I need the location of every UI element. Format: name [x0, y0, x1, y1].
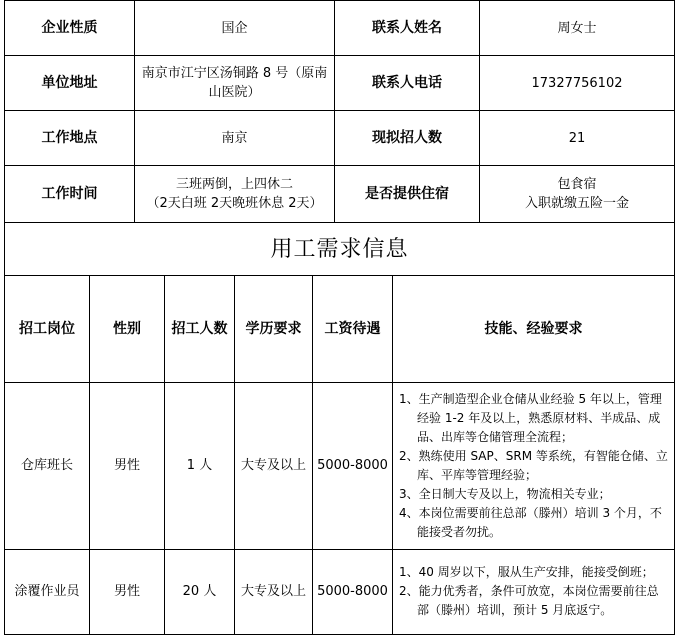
info-row-nature	[5, 1, 675, 56]
lodging-line-2: 入职就缴五险一金	[524, 196, 629, 211]
work-location-label: 工作地点	[5, 111, 135, 166]
lodging-label: 是否提供住宿	[335, 166, 480, 223]
education-cell: 大专及以上	[235, 549, 313, 634]
headcount-value: 21	[480, 111, 675, 166]
contact-name-value: 周女士	[480, 1, 675, 56]
section-title: 用工需求信息	[5, 223, 675, 276]
col-header-position: 招工岗位	[5, 276, 90, 382]
headcount-label: 现拟招人数	[335, 111, 480, 166]
requirements-cell	[393, 549, 675, 634]
job-requirements-table	[4, 276, 675, 635]
contact-phone-value: 17327756102	[480, 56, 675, 111]
work-location-value: 南京	[135, 111, 335, 166]
company-nature-label: 企业性质	[5, 1, 135, 56]
recruitment-sheet	[4, 0, 674, 635]
requirement-item: 1、生产制造型企业仓储从业经验 5 年以上，管理经验 1-2 年及以上，熟悉原材料、半成品、成品、出库等仓储管理全流程；	[399, 391, 662, 444]
company-nature-value: 国企	[135, 1, 335, 56]
education-cell: 大专及以上	[235, 382, 313, 549]
col-header-skills: 技能、经验要求	[393, 276, 675, 382]
col-header-gender: 性别	[90, 276, 165, 382]
salary-cell: 5000-8000	[313, 549, 393, 634]
info-row-hours	[5, 166, 675, 223]
address-label: 单位地址	[5, 56, 135, 111]
col-header-count: 招工人数	[165, 276, 235, 382]
column-header-row	[5, 276, 675, 382]
address-value: 南京市江宁区汤铜路 8 号（原南山医院）	[135, 56, 335, 111]
col-header-salary: 工资待遇	[313, 276, 393, 382]
requirement-item: 3、全日制大专及以上，物流相关专业；	[399, 486, 611, 501]
table-row	[5, 549, 675, 634]
info-row-location	[5, 111, 675, 166]
contact-name-label: 联系人姓名	[335, 1, 480, 56]
gender-cell: 男性	[90, 549, 165, 634]
count-cell: 20 人	[165, 549, 235, 634]
contact-phone-label: 联系人电话	[335, 56, 480, 111]
requirement-item: 2、熟练使用 SAP、SRM 等系统，有智能仓储、立库、平库等管理经验；	[399, 448, 668, 482]
table-row	[5, 382, 675, 549]
count-cell: 1 人	[165, 382, 235, 549]
gender-cell: 男性	[90, 382, 165, 549]
lodging-value	[480, 166, 675, 223]
col-header-education: 学历要求	[235, 276, 313, 382]
position-cell: 仓库班长	[5, 382, 90, 549]
company-info-table	[4, 0, 675, 276]
salary-cell: 5000-8000	[313, 382, 393, 549]
info-row-address	[5, 56, 675, 111]
lodging-line-1: 包食宿	[557, 177, 597, 192]
requirement-item: 1、40 周岁以下，服从生产安排，能接受倒班；	[399, 565, 654, 579]
work-hours-line-1: 三班两倒，上四休二	[175, 177, 293, 192]
requirements-cell	[393, 382, 675, 549]
position-cell: 涂覆作业员	[5, 549, 90, 634]
work-hours-line-2: （2天白班 2天晚班休息 2天）	[146, 196, 323, 211]
requirement-item: 4、本岗位需要前往总部（滕州）培训 3 个月，不能接受者勿扰。	[399, 505, 662, 539]
section-title-row	[5, 223, 675, 276]
work-hours-label: 工作时间	[5, 166, 135, 223]
requirement-item: 2、能力优秀者，条件可放宽，本岗位需要前往总部（滕州）培训，预计 5 月底返宁。	[399, 584, 659, 617]
work-hours-value	[135, 166, 335, 223]
